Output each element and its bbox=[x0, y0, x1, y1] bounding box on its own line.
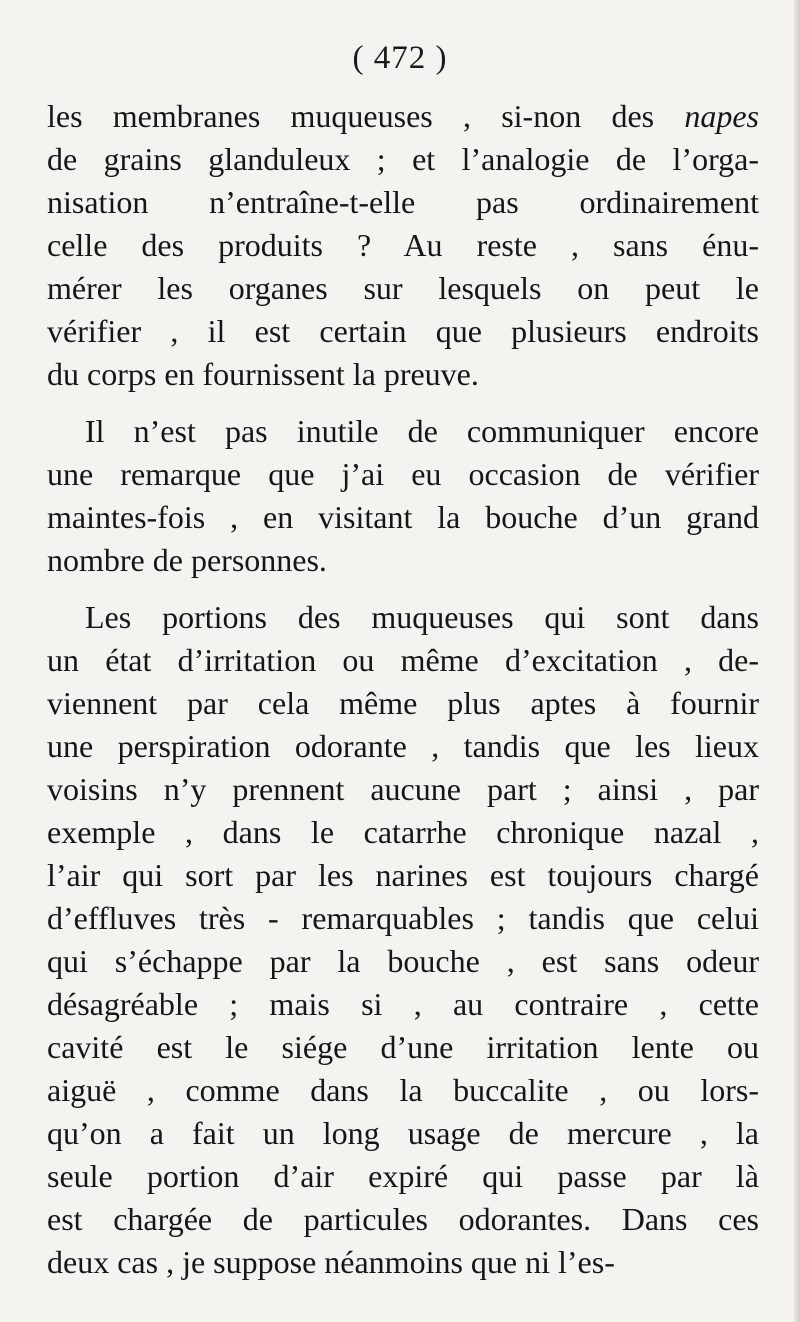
text-line: vérifier , il est certain que plusieurs endroits bbox=[47, 313, 759, 349]
text-line: d’effluves très - remarquables ; tandis que celui bbox=[47, 900, 759, 936]
paragraph bbox=[47, 596, 759, 1284]
text-segment: napes bbox=[684, 98, 759, 134]
text-line: nisation n’entraîne-t-elle pas ordinairement bbox=[47, 184, 759, 220]
text-line: un état d’irritation ou même d’excitation , de- bbox=[47, 642, 759, 678]
body-text bbox=[47, 95, 759, 1284]
text-segment: les membranes muqueuses , si-non des bbox=[47, 98, 685, 134]
text-line: deux cas , je suppose néanmoins que ni l’es- bbox=[47, 1244, 615, 1280]
text-line: une perspiration odorante , tandis que les lieux bbox=[47, 728, 759, 764]
text-line: aiguë , comme dans la buccalite , ou lors- bbox=[47, 1072, 759, 1108]
page-edge-shadow bbox=[794, 0, 800, 1322]
text-line: du corps en fournissent la preuve. bbox=[47, 356, 479, 392]
text-line: Il n’est pas inutile de communiquer encore bbox=[85, 413, 759, 449]
text-line: voisins n’y prennent aucune part ; ainsi , par bbox=[47, 771, 759, 807]
text-line: Les portions des muqueuses qui sont dans bbox=[85, 599, 759, 635]
text-line: qui s’échappe par la bouche , est sans odeur bbox=[47, 943, 759, 979]
text-line: exemple , dans le catarrhe chronique nazal , bbox=[47, 814, 759, 850]
paragraph bbox=[47, 95, 759, 396]
text-line bbox=[47, 95, 759, 138]
text-line: celle des produits ? Au reste , sans énu- bbox=[47, 227, 759, 263]
text-line: cavité est le siége d’une irritation lente ou bbox=[47, 1029, 759, 1065]
text-line: une remarque que j’ai eu occasion de vérifier bbox=[47, 456, 759, 492]
text-line: viennent par cela même plus aptes à fournir bbox=[47, 685, 759, 721]
text-line: mérer les organes sur lesquels on peut le bbox=[47, 270, 759, 306]
page-number: ( 472 ) bbox=[352, 40, 448, 76]
text-line: seule portion d’air expiré qui passe par là bbox=[47, 1158, 759, 1194]
text-line: désagréable ; mais si , au contraire , cette bbox=[47, 986, 759, 1022]
text-line: est chargée de particules odorantes. Dans ces bbox=[47, 1201, 759, 1237]
text-line: qu’on a fait un long usage de mercure , la bbox=[47, 1115, 759, 1151]
paragraph bbox=[47, 410, 759, 582]
text-line: de grains glanduleux ; et l’analogie de l’orga- bbox=[47, 141, 759, 177]
text-line: nombre de personnes. bbox=[47, 542, 327, 578]
text-line: maintes-fois , en visitant la bouche d’un grand bbox=[47, 499, 759, 535]
text-line: l’air qui sort par les narines est toujours chargé bbox=[47, 857, 759, 893]
